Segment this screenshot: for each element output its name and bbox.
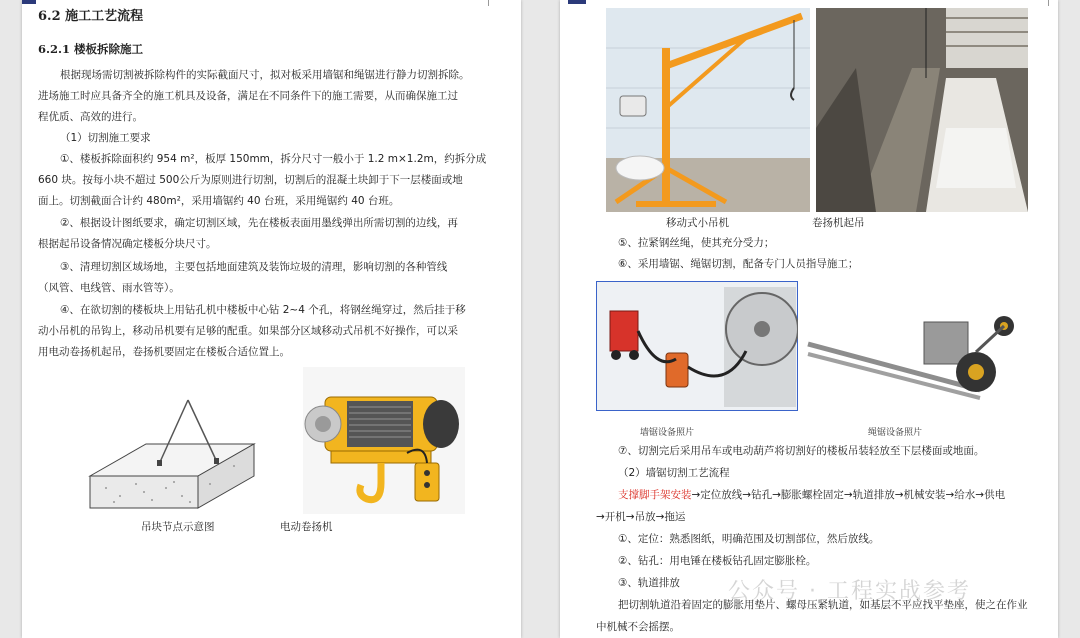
right-document-page <box>560 0 1058 638</box>
flow-step-1: ①、定位：熟悉图纸，明确范围及切割部位，然后放线。 <box>618 533 880 545</box>
subsection-title: 6.2.1 楼板拆除施工 <box>38 42 144 56</box>
step-6: ⑥、采用墙锯、绳锯切割，配备专门人员指导施工； <box>618 258 859 270</box>
wire-saw-photo <box>800 300 1026 410</box>
flow-title: （2）墙锯切割工艺流程 <box>618 467 730 479</box>
paragraph-line: 根据现场需切割被拆除构件的实际截面尺寸，拟对板采用墙锯和绳锯进行静力切割拆除。 <box>60 69 470 81</box>
wallsaw-caption: 墙锯设备照片 <box>640 428 695 438</box>
diagram-caption: 吊块节点示意图 <box>141 521 215 533</box>
page-corner-mark <box>568 0 586 4</box>
lifting-block-diagram <box>86 384 256 514</box>
requirements-title: （1）切割施工要求 <box>60 132 151 144</box>
flow-step-2: ②、钻孔：用电锤在楼板钻孔固定膨胀栓。 <box>618 555 817 567</box>
paragraph-line: 中机械不会摇摆。 <box>596 621 680 633</box>
lift-caption: 卷扬机起吊 <box>812 217 865 229</box>
flow-highlight: 支撑脚手架安装 <box>618 489 692 501</box>
paragraph-line: ④、在欲切割的楼板块上用钻孔机中楼板中心钻 2~4 个孔，将钢丝绳穿过，然后挂于移 <box>60 304 466 316</box>
flow-line <box>618 488 1005 502</box>
paragraph-line: 660 块。按每小块不超过 500公斤为原则进行切割，切割后的混凝土块卸于下一层楼面或地 <box>38 174 463 186</box>
paragraph-line: 动小吊机的吊钩上，移动吊机要有足够的配重。如果部分区域移动式吊机不好操作，可以采 <box>38 325 458 337</box>
wall-saw-photo <box>596 281 798 411</box>
paragraph-line: 用电动卷扬机起吊，卷扬机要固定在楼板合适位置上。 <box>38 346 290 358</box>
paragraph-line: ②、根据设计图纸要求，确定切割区域，先在楼板表面用墨线弹出所需切割的边线，再 <box>60 217 458 229</box>
header-margin-tick <box>488 0 489 6</box>
paragraph-line: ③、清理切割区域场地，主要包括地面建筑及装饰垃圾的清理，影响切割的各种管线 <box>60 261 448 273</box>
paragraph-line: 面上。切割截面合计约 480m²，采用墙锯约 40 台班，采用绳锯约 40 台班。 <box>38 195 400 207</box>
paragraph-line: 进场施工时应具备齐全的施工机具及设备，满足在不同条件下的施工需要，从而确保施工过 <box>38 90 458 102</box>
watermark: 公众号 · 工程实战参考 <box>728 579 971 604</box>
section-title: 6.2 施工工艺流程 <box>38 9 144 24</box>
paragraph-line: 程优质、高效的进行。 <box>38 111 143 123</box>
paragraph-line: ①、楼板拆除面积约 954 m²，板厚 150mm，拆分尺寸一般小于 1.2 m×1.2m，约拆分成 <box>60 153 487 165</box>
wiresaw-caption: 绳锯设备照片 <box>868 428 923 438</box>
header-margin-tick <box>1048 0 1049 6</box>
flow-step-3: ③、轨道排放 <box>618 577 680 589</box>
winch-caption: 电动卷扬机 <box>280 521 333 533</box>
step-5: ⑤、拉紧钢丝绳，使其充分受力； <box>618 237 775 249</box>
mobile-crane-photo <box>606 8 810 212</box>
page-corner-mark <box>22 0 36 4</box>
paragraph-line: 把切割轨道沿着固定的膨胀用垫片、螺母压紧轨道，如基层不平应找平垫座，使之在作业 <box>618 599 1028 611</box>
step-7: ⑦、切割完后采用吊车或电动葫芦将切割好的楼板吊装轻放至下层楼面或地面。 <box>618 445 985 457</box>
left-document-page <box>22 0 521 638</box>
flow-steps: →定位放线→钻孔→膨胀螺栓固定→轨道排放→机械安装→给水→供电 <box>691 489 1006 501</box>
crane-caption: 移动式小吊机 <box>666 217 729 229</box>
flow-line-2: →开机→吊放→拖运 <box>596 511 686 523</box>
paragraph-line: 根据起吊设备情况确定楼板分块尺寸。 <box>38 238 217 250</box>
paragraph-line: （风管、电线管、雨水管等）。 <box>38 282 180 294</box>
winch-lifting-photo <box>816 8 1028 212</box>
electric-winch-photo <box>303 367 465 514</box>
